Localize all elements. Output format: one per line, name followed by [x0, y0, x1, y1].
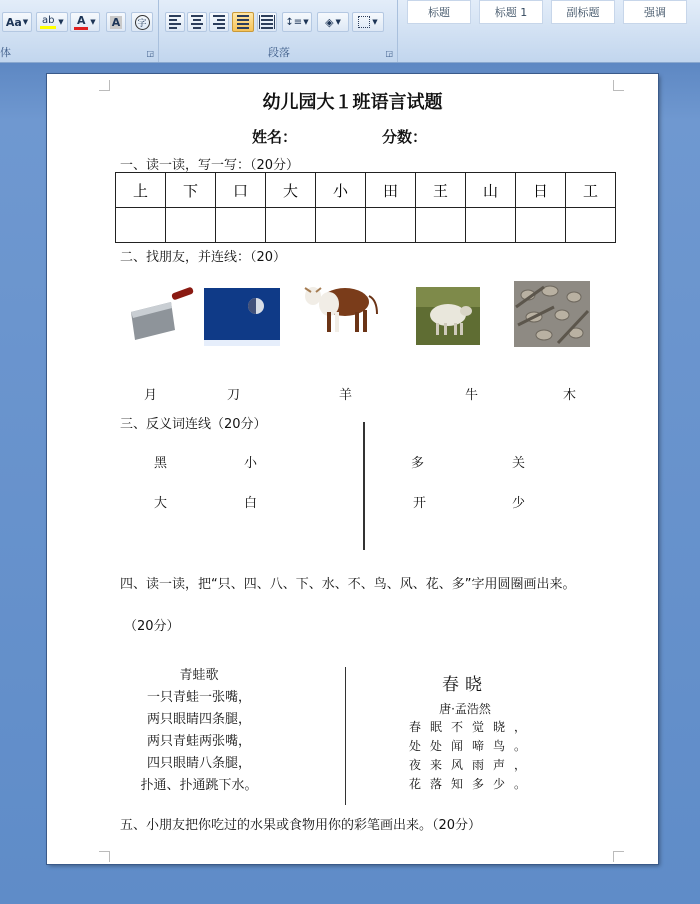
night-moon-image	[204, 288, 280, 346]
writing-cell	[266, 208, 316, 243]
table-cell: 山	[466, 173, 516, 208]
poem-2-title: 春晓	[442, 675, 488, 695]
antonym-word: 少	[512, 496, 526, 511]
antonym-word: 开	[413, 496, 427, 511]
justify-button[interactable]	[232, 12, 254, 32]
sheep-image	[416, 287, 480, 345]
paragraph-group-label: 段落	[268, 46, 290, 59]
align-left-button[interactable]	[165, 12, 185, 32]
cow-image	[299, 274, 381, 342]
match-word: 刀	[227, 388, 241, 403]
writing-cell	[466, 208, 516, 243]
writing-cell	[366, 208, 416, 243]
highlight-label: ab	[42, 15, 55, 26]
crop-mark	[99, 851, 110, 862]
antonym-word: 白	[244, 496, 258, 511]
highlight-icon	[40, 15, 56, 29]
poem-line: 春眠不觉晓，	[408, 720, 535, 734]
poem-1-title: 青蛙歌	[179, 668, 219, 683]
align-right-icon	[213, 15, 225, 29]
table-cell: 口	[216, 173, 266, 208]
table-cell: 下	[166, 173, 216, 208]
font-color-icon	[74, 15, 88, 30]
poem-line: 两只眼睛四条腿，	[146, 712, 251, 727]
poem-2-author: 唐·孟浩然	[439, 702, 491, 716]
style-subtitle[interactable]: 副标题	[551, 0, 615, 24]
antonym-word: 黑	[154, 456, 168, 471]
firewood-logs-image	[514, 281, 590, 347]
font-group	[0, 0, 159, 62]
poem-1	[125, 665, 273, 797]
borders-button[interactable]	[352, 12, 384, 32]
table-cell: 大	[266, 173, 316, 208]
match-word: 羊	[339, 388, 353, 403]
table-cell: 小	[316, 173, 366, 208]
divider-line	[345, 667, 346, 805]
table-cell: 工	[566, 173, 616, 208]
table-cell: 日	[516, 173, 566, 208]
table-cell: 上	[116, 173, 166, 208]
crop-mark	[613, 851, 624, 862]
antonym-word: 关	[512, 456, 526, 471]
writing-cell	[216, 208, 266, 243]
align-right-button[interactable]	[209, 12, 229, 32]
font-color-label: A	[77, 13, 86, 27]
writing-cell	[116, 208, 166, 243]
line-spacing-button[interactable]	[282, 12, 312, 32]
table-row	[116, 208, 616, 243]
writing-cell	[416, 208, 466, 243]
distributed-icon	[259, 15, 275, 29]
poem-line: 两只青蛙两张嘴，	[146, 734, 251, 749]
align-center-button[interactable]	[187, 12, 207, 32]
chevron-down-icon: ▼	[335, 18, 341, 26]
match-word: 月	[144, 388, 158, 403]
dialog-launcher-icon[interactable]: ◲	[146, 49, 154, 58]
paint-bucket-icon: ◈	[325, 15, 334, 29]
change-case-label: Aa	[5, 15, 22, 29]
chevron-down-icon: ▼	[303, 18, 309, 26]
justify-icon	[237, 15, 249, 29]
divider-line	[363, 422, 365, 550]
name-label: 姓名：	[252, 128, 298, 146]
section-3-heading: 三、反义词连线（20分）	[120, 417, 267, 432]
writing-cell	[166, 208, 216, 243]
enclose-characters-icon: 字	[135, 15, 150, 30]
document-page[interactable]	[47, 74, 658, 864]
section-2-heading: 二、找朋友，并连线：（20）	[120, 250, 287, 265]
match-word: 木	[563, 388, 577, 403]
ribbon	[0, 0, 700, 63]
poem-line: 四只眼睛八条腿，	[146, 756, 251, 771]
table-cell: 田	[366, 173, 416, 208]
style-heading[interactable]: 标题	[407, 0, 471, 24]
shading-button[interactable]	[317, 12, 349, 32]
poem-line: 处处闻啼鸟。	[408, 739, 535, 753]
align-center-icon	[191, 15, 203, 29]
antonym-word: 小	[244, 456, 258, 471]
writing-cell	[516, 208, 566, 243]
chevron-down-icon: ▼	[22, 18, 29, 26]
cleaver-knife-image	[125, 286, 197, 346]
distributed-button[interactable]	[257, 12, 277, 32]
table-row	[116, 173, 616, 208]
paragraph-group	[161, 0, 398, 62]
poem-line: 扑通、扑通跳下水。	[140, 778, 258, 793]
styles-group	[401, 0, 700, 62]
align-left-icon	[169, 15, 181, 29]
section-5-heading: 五、小朋友把你吃过的水果或食物用你的彩笔画出来。（20分）	[120, 818, 482, 833]
line-spacing-icon: ↕≡	[285, 16, 303, 28]
chevron-down-icon: ▼	[90, 18, 96, 26]
antonym-word: 大	[154, 496, 168, 511]
character-shading-button[interactable]	[106, 12, 126, 32]
character-shading-icon: A	[111, 15, 121, 29]
font-color-button[interactable]	[70, 12, 100, 32]
chevron-down-icon: ▼	[372, 18, 378, 26]
antonym-word: 多	[411, 456, 425, 471]
section-1-heading: 一、读一读，写一写：（20分）	[120, 158, 300, 173]
highlight-color-button[interactable]	[36, 12, 68, 32]
poem-line: 夜来风雨声，	[408, 758, 535, 772]
chevron-down-icon: ▼	[58, 18, 64, 26]
style-heading-1[interactable]: 标题 1	[479, 0, 543, 24]
change-case-button[interactable]	[2, 12, 32, 32]
section-4-score: （20分）	[124, 619, 180, 634]
enclose-characters-button[interactable]	[131, 12, 153, 32]
score-label: 分数：	[382, 128, 428, 146]
writing-cell	[566, 208, 616, 243]
style-emphasis[interactable]: 强调	[623, 0, 687, 24]
character-table	[115, 172, 616, 243]
writing-cell	[316, 208, 366, 243]
border-icon	[358, 16, 370, 28]
dialog-launcher-icon[interactable]: ◲	[385, 49, 393, 58]
poem-line: 一只青蛙一张嘴，	[146, 690, 251, 705]
match-word: 牛	[465, 388, 479, 403]
doc-title: 幼儿园大１班语言试题	[262, 92, 443, 113]
table-cell: 王	[416, 173, 466, 208]
poem-2-body	[387, 718, 557, 794]
font-group-label: 体	[0, 46, 11, 59]
section-4-heading: 四、读一读，把“只、四、八、下、水、不、鸟、风、花、多”字用圆圈画出来。	[120, 577, 576, 592]
poem-line: 花落知多少。	[408, 777, 535, 791]
